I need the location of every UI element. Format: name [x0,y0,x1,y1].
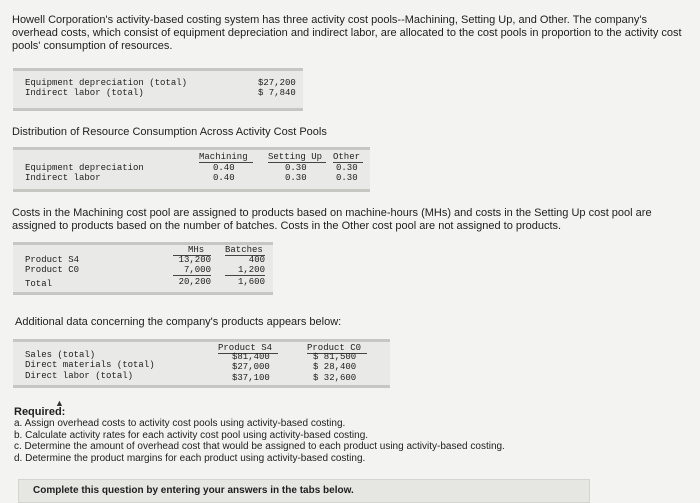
s4-mhs-value: 13,200 [178,255,211,265]
labor-c0-value: $ 32,600 [313,373,357,383]
header-machining: Machining [199,152,248,162]
labor-setting-up-value: 0.30 [285,173,307,183]
direct-labor-label: Direct labor (total) [25,371,134,381]
total-label: Total [25,279,53,289]
product-s4-label: Product S4 [25,255,80,265]
distribution-table [13,147,370,192]
intro-paragraph: Howell Corporation's activity-based costing system has three activity cost pools--Machining, Setting Up, and Other. The company's overhead costs, which consist of equipment depreciation and indirect labor, are allocated to the cost pools in proportion to the activity cost pools' consumption of resources. [12,14,682,52]
equipment-depreciation-label: Equipment depreciation [25,163,144,173]
materials-s4-value: $27,000 [232,362,270,372]
header-setting-up: Setting Up [268,152,323,162]
header-batches: Batches [225,245,263,255]
activity-table [13,242,273,295]
distribution-title: Distribution of Resource Consumption Across Activity Cost Pools [12,126,327,138]
s4-batches-value: 400 [248,255,265,265]
c0-batches-value: 1,200 [237,265,265,275]
instruction-text: Complete this question by entering your answers in the tabs below. [33,485,354,496]
product-c0-label: Product C0 [25,265,80,275]
instruction-bar [18,479,590,503]
indirect-labor-label: Indirect labor (total) [25,88,144,98]
required-item-b: b. Calculate activity rates for each activity cost pool using activity-based costing. [14,429,369,441]
sales-s4-value: $81,400 [232,352,270,362]
costs-paragraph: Costs in the Machining cost pool are assigned to products based on machine-hours (MHs) and costs in the Setting Up cost pool are assigned to products based on the number of batches. Costs in the Other cost pool are not assigned to products. [12,207,652,232]
indirect-labor-value: $ 7,840 [258,88,296,98]
total-batches-value: 1,600 [237,277,265,287]
materials-c0-value: $ 28,400 [313,362,357,372]
required-item-d: d. Determine the product margins for each product using activity-based costing. [14,452,366,464]
header-product-s4: Product S4 [218,343,273,353]
header-other: Other [333,152,361,162]
equip-other-value: 0.30 [336,163,358,173]
header-mhs: MHs [188,245,205,255]
equip-machining-value: 0.40 [213,163,235,173]
direct-materials-label: Direct materials (total) [25,360,155,370]
equip-setting-up-value: 0.30 [285,163,307,173]
equipment-depreciation-label: Equipment depreciation (total) [25,78,188,88]
equipment-depreciation-value: $27,200 [258,78,296,88]
c0-mhs-value: 7,000 [183,265,211,275]
header-product-c0: Product C0 [307,343,362,353]
sales-label: Sales (total) [25,350,96,360]
required-title: Required: [14,406,66,418]
sales-c0-value: $ 81,500 [313,352,357,362]
indirect-labor-label: Indirect labor [25,173,101,183]
required-item-a: a. Assign overhead costs to activity cost pools using activity-based costing. [14,418,346,429]
product-data-table [13,339,390,388]
labor-other-value: 0.30 [336,173,358,183]
labor-s4-value: $37,100 [232,373,270,383]
overhead-costs-table [13,68,303,111]
cursor-icon: ▲ [55,398,64,408]
total-mhs-value: 20,200 [178,277,211,287]
required-list [14,418,684,464]
additional-data-title: Additional data concerning the company's products appears below: [15,316,342,328]
required-item-c: c. Determine the amount of overhead cost that would be assigned to each product using activity-based costing. [14,441,505,452]
labor-machining-value: 0.40 [213,173,235,183]
